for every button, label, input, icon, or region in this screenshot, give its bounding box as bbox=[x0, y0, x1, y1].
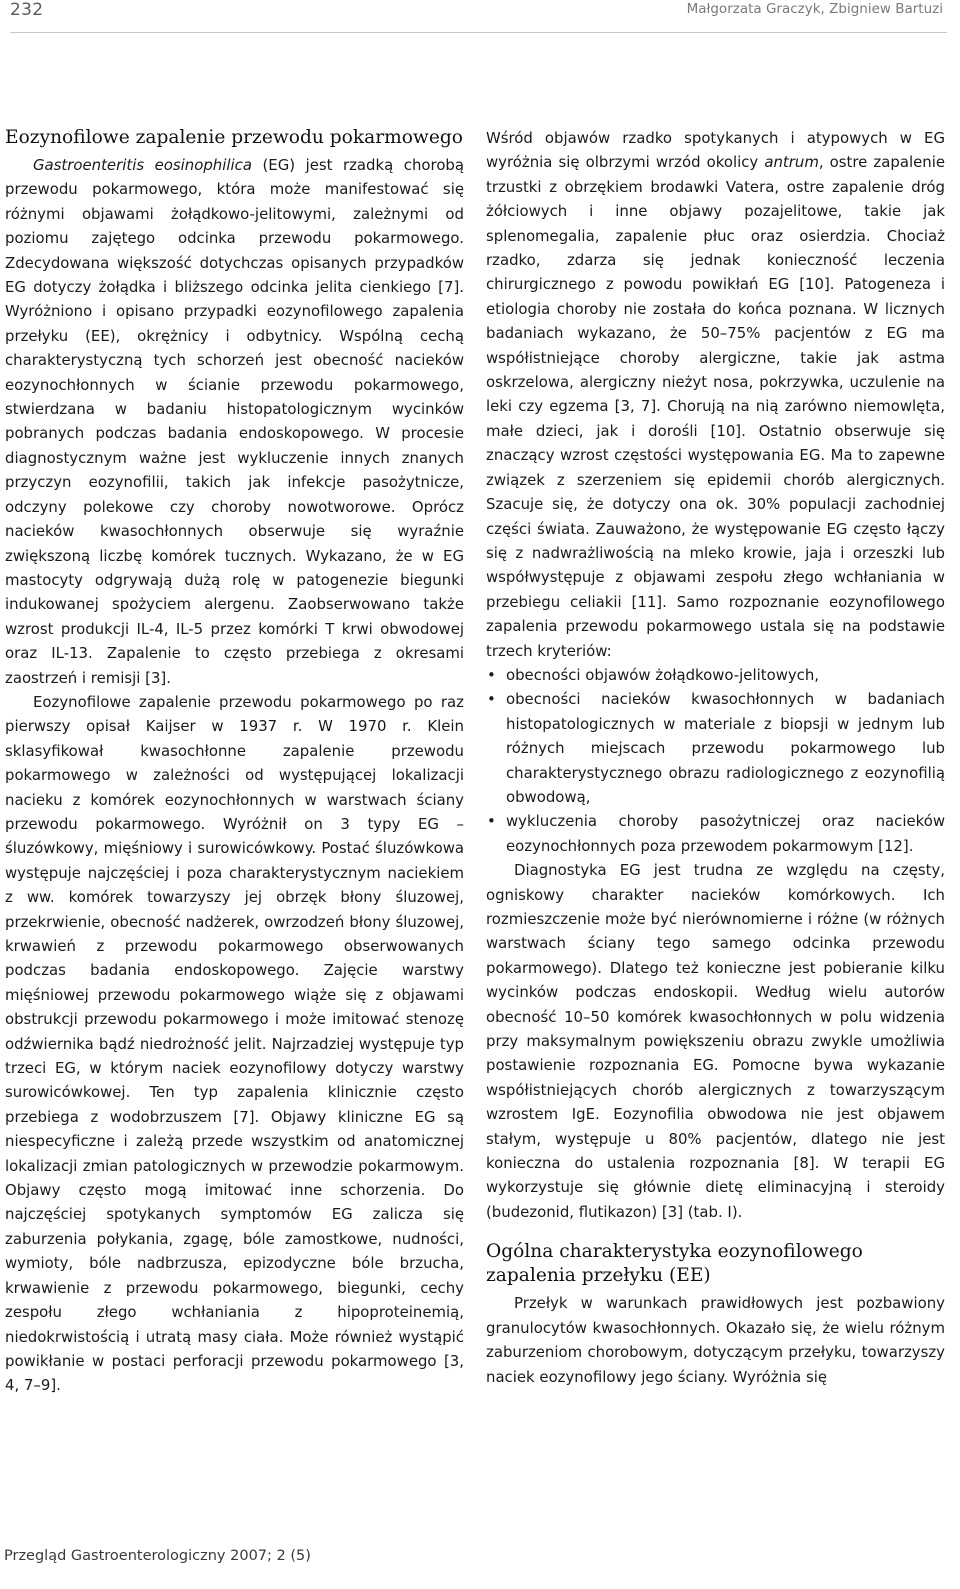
criteria-item: • obecności objawów żołądkowo-jelitowych, bbox=[486, 663, 945, 687]
paragraph-eg-diagnostics: Diagnostyka EG jest trudna ze względu na częsty, ogniskowy charakter nacieków komórkowych. Ich rozmieszczenie może być nierównomierne i różne (w różnych warstwach ściany tego samego odcinka przewodu pokarmowego). Dlatego też konieczne jest pobieranie kilku wycinków podczas endoskopii. Według wielu autorów obecność 10–50 komórek kwasochłonnych w polu widzenia przy maksymalnym powiększeniu obrazu zwykle umożliwia postawienie rozpoznania EG. Pomocne bywa wykazanie współistniejących chorób alergicznych z towarzyszącym wzrostem IgE. Eozynofilia obwodowa nie jest objawem stałym, występuje u 80% pacjentów, dlatego nie jest konieczna do ustalenia rozpoznania [8]. W terapii EG wykorzystuje się głównie dietę eliminacyjną i steroidy (budezonid, flutikazon) [3] (tab. I). bbox=[486, 861, 945, 1221]
paragraph-eg-symptoms-text-b: , ostre zapalenie trzustki z obrzękiem brodawki Vatera, ostre zapalenie dróg żółciowych i inne objawy pozajelitowe, takie jak splenomegalia, zapalenie płuc oraz osierdzia. Chociaż rzadko, zdarza się jednak konieczność leczenia chirurgicznego z powodu powikłań EG [10]. Patogeneza i etiologia choroby nie została do końca poznana. W licznych badaniach wykazano, że 50–75% pacjentów z EG ma współistniejące choroby alergiczne, takie jak astma oskrzelowa, alergiczny nieżyt nosa, pokrzywka, uczulenie na leki czy egzema [3, 7]. Chorują na nią zarówno niemowlęta, małe dzieci, jak i dorośli [10]. Ostatnio obserwuje się znaczący wzrost częstości występowania EG. Ma to zapewne związek z szerzeniem się epidemii chorób alergicznych. Szacuje się, że dotyczy ona ok. 30% populacji zachodniej części świata. Zauważono, że występowanie EG często łączy się z nadwrażliwością na mleko krowie, jaja i orzeszki lub współwystępuje z objawami zespołu złego wchłaniania w przebiegu celiakii [11]. Samo rozpoznanie eozynofilowego zapalenia przewodu pokarmowego ustala się na podstawie trzech kryteriów: bbox=[486, 153, 945, 660]
paragraph-eg-intro bbox=[5, 153, 464, 690]
section-heading-eg: Eozynofilowe zapalenie przewodu pokarmowego bbox=[5, 127, 463, 148]
latin-term-antrum: antrum bbox=[764, 153, 819, 172]
latin-term: Gastroenteritis eosinophilica bbox=[33, 156, 252, 174]
page-number: 232 bbox=[10, 0, 44, 20]
right-column bbox=[486, 126, 945, 1389]
left-column bbox=[5, 126, 464, 1398]
header-rule bbox=[10, 32, 947, 33]
paragraph-eg-symptoms bbox=[486, 126, 945, 663]
section-heading-ee: Ogólna charakterystyka eozynofilowego zapalenia przełyku (EE) bbox=[486, 1241, 863, 1287]
paragraph-eg-symptoms-text-a: Wśród objawów rzadko spotykanych i atypowych w EG wyróżnia się olbrzymi wrzód okolicy bbox=[486, 129, 945, 172]
criteria-item: • obecności nacieków kwasochłonnych w badaniach histopatologicznych w materiale z biopsji w jednym lub różnych miejscach przewodu pokarmowego lub charakterystycznego obrazu radiologicznego z eozynofilią obwodową, bbox=[486, 687, 945, 809]
paragraph-ee-intro: Przełyk w warunkach prawidłowych jest pozbawiony granulocytów kwasochłonnych. Okazało się, że wielu różnym zaburzeniom chorobowym, dotyczącym przełyku, towarzyszy naciek eozynofilowy jego ściany. Wyróżnia się bbox=[486, 1294, 945, 1386]
criteria-item: • wykluczenia choroby pasożytniczej oraz nacieków eozynochłonnych poza przewodem pokarmowym [12]. bbox=[486, 809, 945, 858]
paragraph-eg-intro-text: (EG) jest rzadką chorobą przewodu pokarmowego, która może manifestować się różnymi objawami żołądkowo-jelitowymi, zależnymi od poziomu zajętego odcinka przewodu pokarmowego. Zdecydowana większość dotychczas opisanych przypadków EG dotyczy żołądka i bliższego odcinka jelita cienkiego [7]. Wyróżniono i opisano przypadki eozynofilowego zapalenia przełyku (EE), okrężnicy i odbytnicy. Wspólną cechą charakterystyczną tych schorzeń jest obecność nacieków eozynochłonnych w ścianie przewodu pokarmowego, stwierdzana w badaniu histopatologicznym wycinków pobranych podczas badania endoskopowego. W procesie diagnostycznym ważne jest wykluczenie innych znanych przyczyn eozynofilii, takich jak infekcje pasożytnicze, odczyny polekowe czy choroby nowotworowe. Oprócz nacieków kwasochłonnych obserwuje się wyraźnie zwiększoną liczbę komórek tucznych. Wykazano, że w EG mastocyty odgrywają dużą rolę w patogenezie biegunki indukowanej spożyciem alergenu. Zaobserwowano także wzrost produkcji IL-4, IL-5 przez komórki T krwi obwodowej oraz IL-13. Zapalenie to często przebiega z okresami zaostrzeń i remisji [3]. bbox=[5, 156, 465, 687]
journal-footer: Przegląd Gastroenterologiczny 2007; 2 (5) bbox=[4, 1548, 311, 1564]
criteria-list bbox=[486, 663, 945, 858]
running-head-authors: Małgorzata Graczyk, Zbigniew Bartuzi bbox=[686, 1, 943, 17]
running-head bbox=[0, 0, 960, 46]
paragraph-eg-history: Eozynofilowe zapalenie przewodu pokarmowego po raz pierwszy opisał Kaijser w 1937 r. W 1970 r. Klein sklasyfikował kwasochłonne zapalenie przewodu pokarmowego w zależności od występującej lokalizacji nacieku z komórek eozynochłonnych w warstwach ściany przewodu pokarmowego. Wyróżnił on 3 typy EG – śluzówkowy, mięśniowy i surowicówkowy. Postać śluzówkowa występuje najczęściej i poza charakterystycznym naciekiem z ww. komórek towarzyszy jej obrzęk błony śluzowej, przekrwienie, obecność nadżerek, owrzodzeń błony śluzowej, krwawień z przewodu pokarmowego obserwowanych podczas badania endoskopowego. Zajęcie warstwy mięśniowej przewodu pokarmowego wiąże się z objawami obstrukcji przewodu pokarmowego i może imitować stenozę odźwiernika bądź niedrożność jelit. Najrzadziej występuje typ trzeci EG, w którym naciek eozynofilowy dotyczy warstwy surowicówkowej. Ten typ zapalenia klinicznie często przebiega z wodobrzuszem [7]. Objawy kliniczne EG są niespecyficzne i zależą przede wszystkim od anatomicznej lokalizacji zmian patologicznych w przewodzie pokarmowym. Objawy często mogą imitować inne schorzenia. Do najczęściej spotykanych symptomów EG zalicza się zaburzenia połykania, zgagę, bóle zamostkowe, nudności, wymioty, bóle nadbrzusza, epizodyczne bóle brzucha, krwawienie z przewodu pokarmowego, biegunki, cechy zespołu złego wchłaniania z hipoproteinemią, niedokrwistością i utratą masy ciała. Może również wystąpić powikłanie w postaci perforacji przewodu pokarmowego [3, 4, 7–9]. bbox=[5, 692, 464, 1395]
